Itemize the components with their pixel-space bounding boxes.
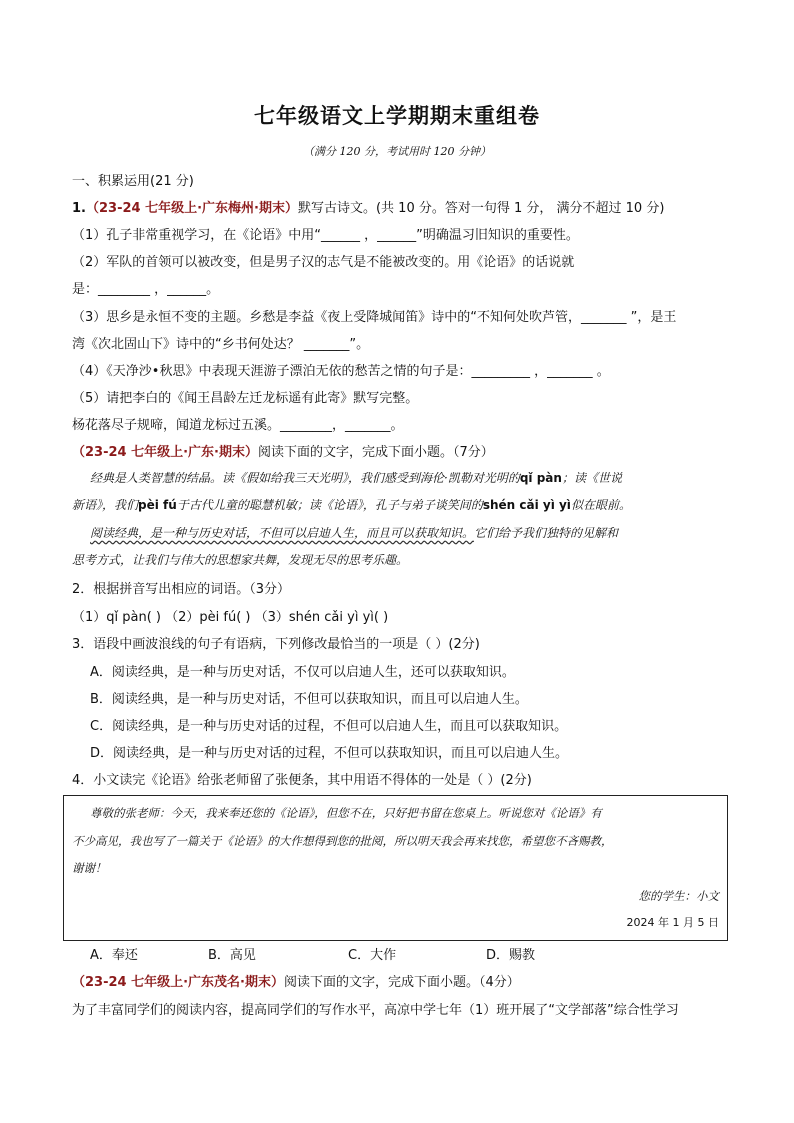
question-4-option-d[interactable]: D．赐教 bbox=[486, 948, 536, 963]
question-1-line-5: 湾《次北固山下》诗中的“乡书何处达？ _______”。 bbox=[72, 337, 370, 352]
question-2-stem: 2．根据拼音写出相应的词语。（3分） bbox=[72, 582, 291, 597]
reading-1-header bbox=[72, 441, 494, 460]
question-3-stem: 3．语段中画波浪线的句子有语病，下列修改最恰当的一项是（ ）(2分) bbox=[72, 637, 480, 652]
question-1-line-1: （1）孔子非常重视学习，在《论语》中用“______ ，______”明确温习旧知识的重要性。 bbox=[72, 228, 579, 243]
reading-2-header bbox=[72, 971, 520, 990]
question-4-option-b[interactable]: B．高见 bbox=[208, 948, 256, 963]
question-1-line-4: （3）思乡是永恒不变的主题。乡愁是李益《夜上受降城闻笛》诗中的“不知何处吹芦管，_______ ”，是王 bbox=[72, 310, 677, 325]
question-4-options bbox=[90, 944, 590, 964]
reading-instruction: 阅读下面的文字，完成下面小题。（7分） bbox=[257, 445, 494, 460]
question-1-line-3: 是：________ ，______。 bbox=[72, 282, 220, 297]
question-4-stem: 4．小文读完《论语》给张老师留了张便条，其中用语不得体的一处是（ ）(2分) bbox=[72, 773, 532, 788]
pinyin-2: pèi fú bbox=[138, 498, 177, 512]
question-text: 默写古诗文。(共 10 分。答对一句得 1 分， 满分不超过 10 分) bbox=[297, 201, 665, 216]
question-1-line-8: 杨花落尽子规啼，闻道龙标过五溪。________，_______。 bbox=[72, 418, 404, 433]
note-signature: 您的学生：小文 bbox=[638, 889, 719, 903]
question-source: （23-24 七年级上·广东梅州·期末） bbox=[85, 201, 298, 216]
passage-text: 似在眼前。 bbox=[570, 498, 631, 512]
wavy-underlined-sentence: 阅读经典，是一种与历史对话，不但可以启迪人生，而且可以获取知识。 bbox=[90, 526, 475, 540]
question-3-option-d[interactable]: D．阅读经典，是一种与历史对话的过程，不但可以获取知识，而且可以启迪人生。 bbox=[90, 746, 569, 761]
passage-text: 它们给予我们独特的见解和 bbox=[474, 526, 619, 540]
passage-text: ；读《世说 bbox=[561, 471, 622, 485]
note-line-2: 不少高见，我也写了一篇关于《论语》的大作想得到您的批阅，所以明天我会再来找您，希望您不吝赐教， bbox=[72, 834, 613, 848]
passage-text: 新语》，我们 bbox=[72, 498, 139, 512]
question-3-option-a[interactable]: A．阅读经典，是一种与历史对话，不仅可以启迪人生，还可以获取知识。 bbox=[90, 665, 515, 680]
question-number: 1. bbox=[72, 201, 86, 216]
question-1-line-6: （4）《天净沙•秋思》中表现天涯游子漂泊无依的愁苦之情的句子是：_________ ，_______ 。 bbox=[72, 364, 610, 379]
reading-1-para-line-1 bbox=[90, 469, 622, 486]
question-4-option-c[interactable]: C．大作 bbox=[348, 948, 397, 963]
question-3-option-c[interactable]: C．阅读经典，是一种与历史对话的过程，不但可以启迪人生，而且可以获取知识。 bbox=[90, 719, 568, 734]
section-heading: 一、积累运用(21 分) bbox=[72, 174, 194, 189]
page-title: 七年级语文上学期期末重组卷 bbox=[254, 104, 540, 128]
pinyin-1: qǐ pàn bbox=[519, 471, 562, 485]
reading-1-para-line-4: 思考方式，让我们与伟大的思想家共舞，发现无尽的思考乐趣。 bbox=[72, 553, 409, 567]
reading-1-para-line-2 bbox=[72, 496, 631, 513]
question-2-items: （1）qǐ pàn( ) （2）pèi fú( ) （3）shén cǎi yì yì( ) bbox=[72, 610, 389, 625]
question-1-line-2: （2）军队的首领可以被改变，但是男子汉的志气是不能被改变的。用《论语》的话说就 bbox=[72, 255, 575, 270]
note-line-3: 谢谢！ bbox=[72, 861, 107, 875]
passage-text: 于古代儿童的聪慧机敏；读《论语》，孔子与弟子谈笑间的 bbox=[176, 498, 483, 512]
passage-text: 经典是人类智慧的结晶。读《假如给我三天光明》，我们感受到海伦·凯勒对光明的 bbox=[90, 471, 520, 485]
question-1-line-7: （5）请把李白的《闻王昌龄左迁龙标遥有此寄》默写完整。 bbox=[72, 391, 419, 406]
reading-1-para-line-3 bbox=[90, 524, 618, 541]
reading-2-para-line-1: 为了丰富同学们的阅读内容，提高同学们的写作水平，高凉中学七年（1）班开展了“文学部落”综合性学习 bbox=[72, 1003, 679, 1018]
question-4-option-a[interactable]: A．奉还 bbox=[90, 948, 138, 963]
question-1-stem bbox=[72, 197, 664, 216]
reading-source: （23-24 七年级上·广东茂名·期末） bbox=[72, 975, 284, 990]
reading-source: （23-24 七年级上·广东·期末） bbox=[72, 445, 258, 460]
note-date: 2024 年 1 月 5 日 bbox=[626, 916, 719, 929]
question-3-option-b[interactable]: B．阅读经典，是一种与历史对话，不但可以获取知识，而且可以启迪人生。 bbox=[90, 692, 528, 707]
pinyin-3: shén cǎi yì yì bbox=[482, 498, 571, 512]
page-subtitle: （满分 120 分，考试用时 120 分钟） bbox=[303, 145, 491, 158]
note-line-1: 尊敬的张老师：今天，我来奉还您的《论语》，但您不在，只好把书留在您桌上。听说您对《论语》有 bbox=[90, 806, 602, 820]
reading-instruction: 阅读下面的文字，完成下面小题。（4分） bbox=[283, 975, 520, 990]
note-box bbox=[63, 795, 728, 941]
